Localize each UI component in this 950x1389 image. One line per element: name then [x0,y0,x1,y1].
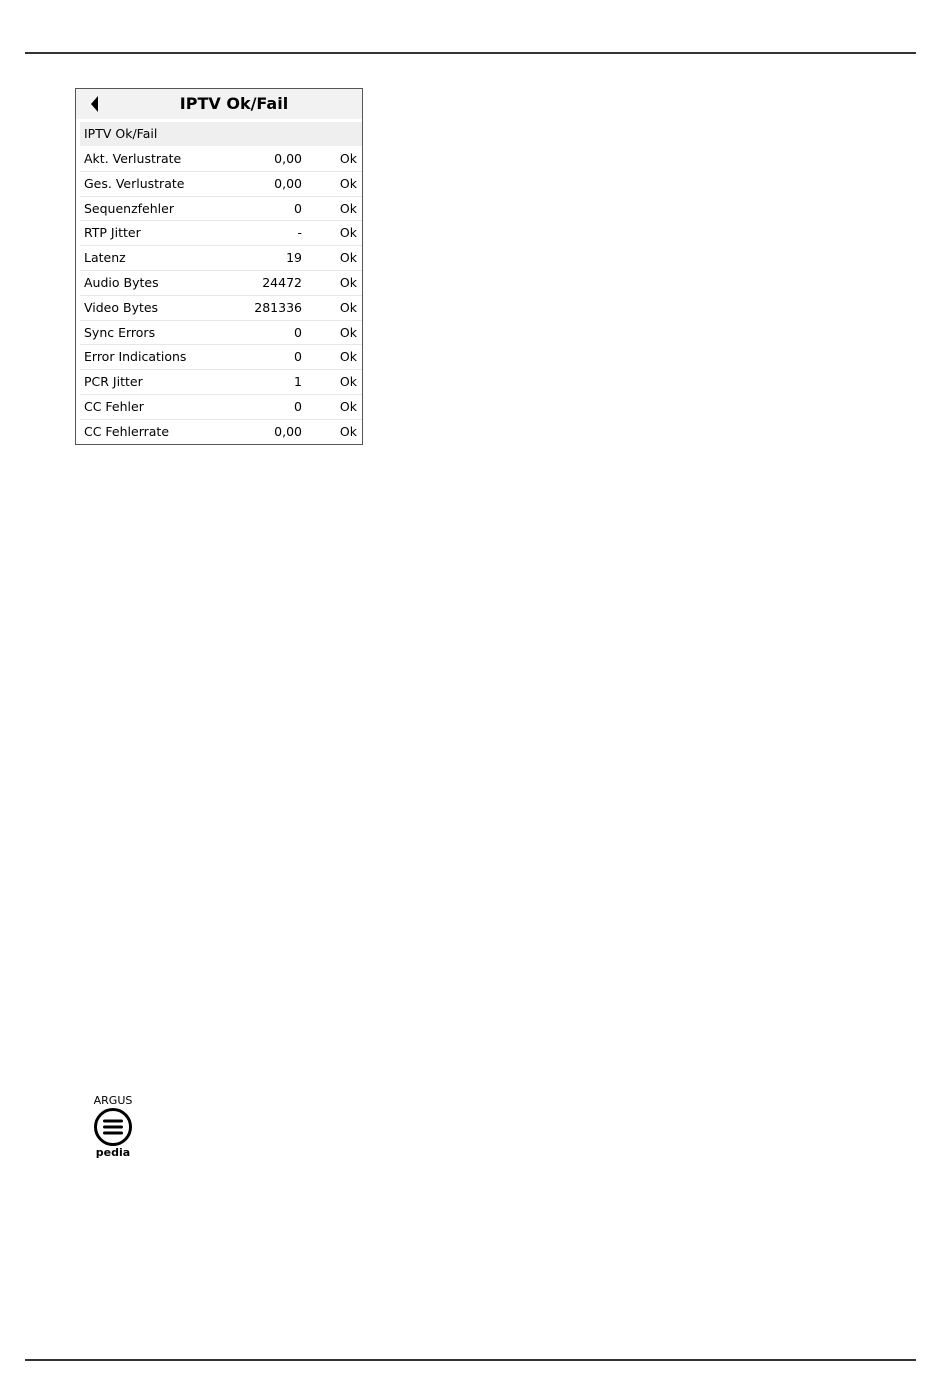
row-status: Ok [339,274,357,290]
row-status: Ok [339,200,357,216]
list-item [80,345,362,370]
row-label: Audio Bytes [84,274,159,290]
row-label: CC Fehlerrate [84,423,170,439]
row-value: 0 [294,398,302,414]
row-status: Ok [339,225,357,241]
row-label: Video Bytes [84,299,159,315]
row-label: RTP Jitter [84,225,141,241]
row-label: Akt. Verlustrate [84,151,182,166]
row-label: Error Indications [84,349,187,365]
row-label: Sequenzfehler [84,200,174,216]
row-value: 0 [294,324,302,340]
results-list [80,147,362,445]
list-item [80,395,362,420]
list-item [80,246,362,271]
back-button[interactable] [86,94,106,114]
row-status: Ok [339,175,357,191]
list-item [80,172,362,197]
logo-bottom-text: pedia [95,1146,131,1159]
row-status: Ok [339,423,357,439]
section-header: IPTV Ok/Fail [80,122,362,146]
row-label: CC Fehler [84,398,144,414]
argus-pedia-logo [85,1094,143,1162]
list-item [80,296,362,321]
bottom-rule [25,1359,916,1361]
row-value: 0 [294,200,302,216]
list-item [80,420,362,445]
list-item [80,147,362,172]
row-value: 0,00 [274,423,302,439]
back-arrow-icon [86,94,106,114]
row-status: Ok [339,398,357,414]
row-status: Ok [339,324,357,340]
row-label: Ges. Verlustrate [84,175,185,191]
row-status: Ok [339,374,357,390]
row-value: 0,00 [274,175,302,191]
row-label: Latenz [84,250,126,266]
screen-header [76,89,362,119]
row-label: Sync Errors [84,324,156,340]
row-value: 24472 [262,274,302,290]
row-value: 0,00 [274,151,302,166]
list-item [80,321,362,346]
row-value: - [297,225,302,241]
row-value: 281336 [254,299,302,315]
row-value: 19 [286,250,302,266]
row-status: Ok [339,299,357,315]
screen-title: IPTV Ok/Fail [179,94,289,113]
top-rule [25,52,916,54]
row-value: 1 [294,374,302,390]
row-status: Ok [339,151,357,166]
list-item [80,271,362,296]
device-screen [75,88,363,445]
row-status: Ok [339,250,357,266]
row-status: Ok [339,349,357,365]
row-label: PCR Jitter [84,374,143,390]
list-item [80,370,362,395]
menu-circle-icon [93,1107,133,1147]
list-item [80,197,362,222]
list-item [80,221,362,246]
row-value: 0 [294,349,302,365]
logo-top-text: ARGUS [93,1094,133,1107]
